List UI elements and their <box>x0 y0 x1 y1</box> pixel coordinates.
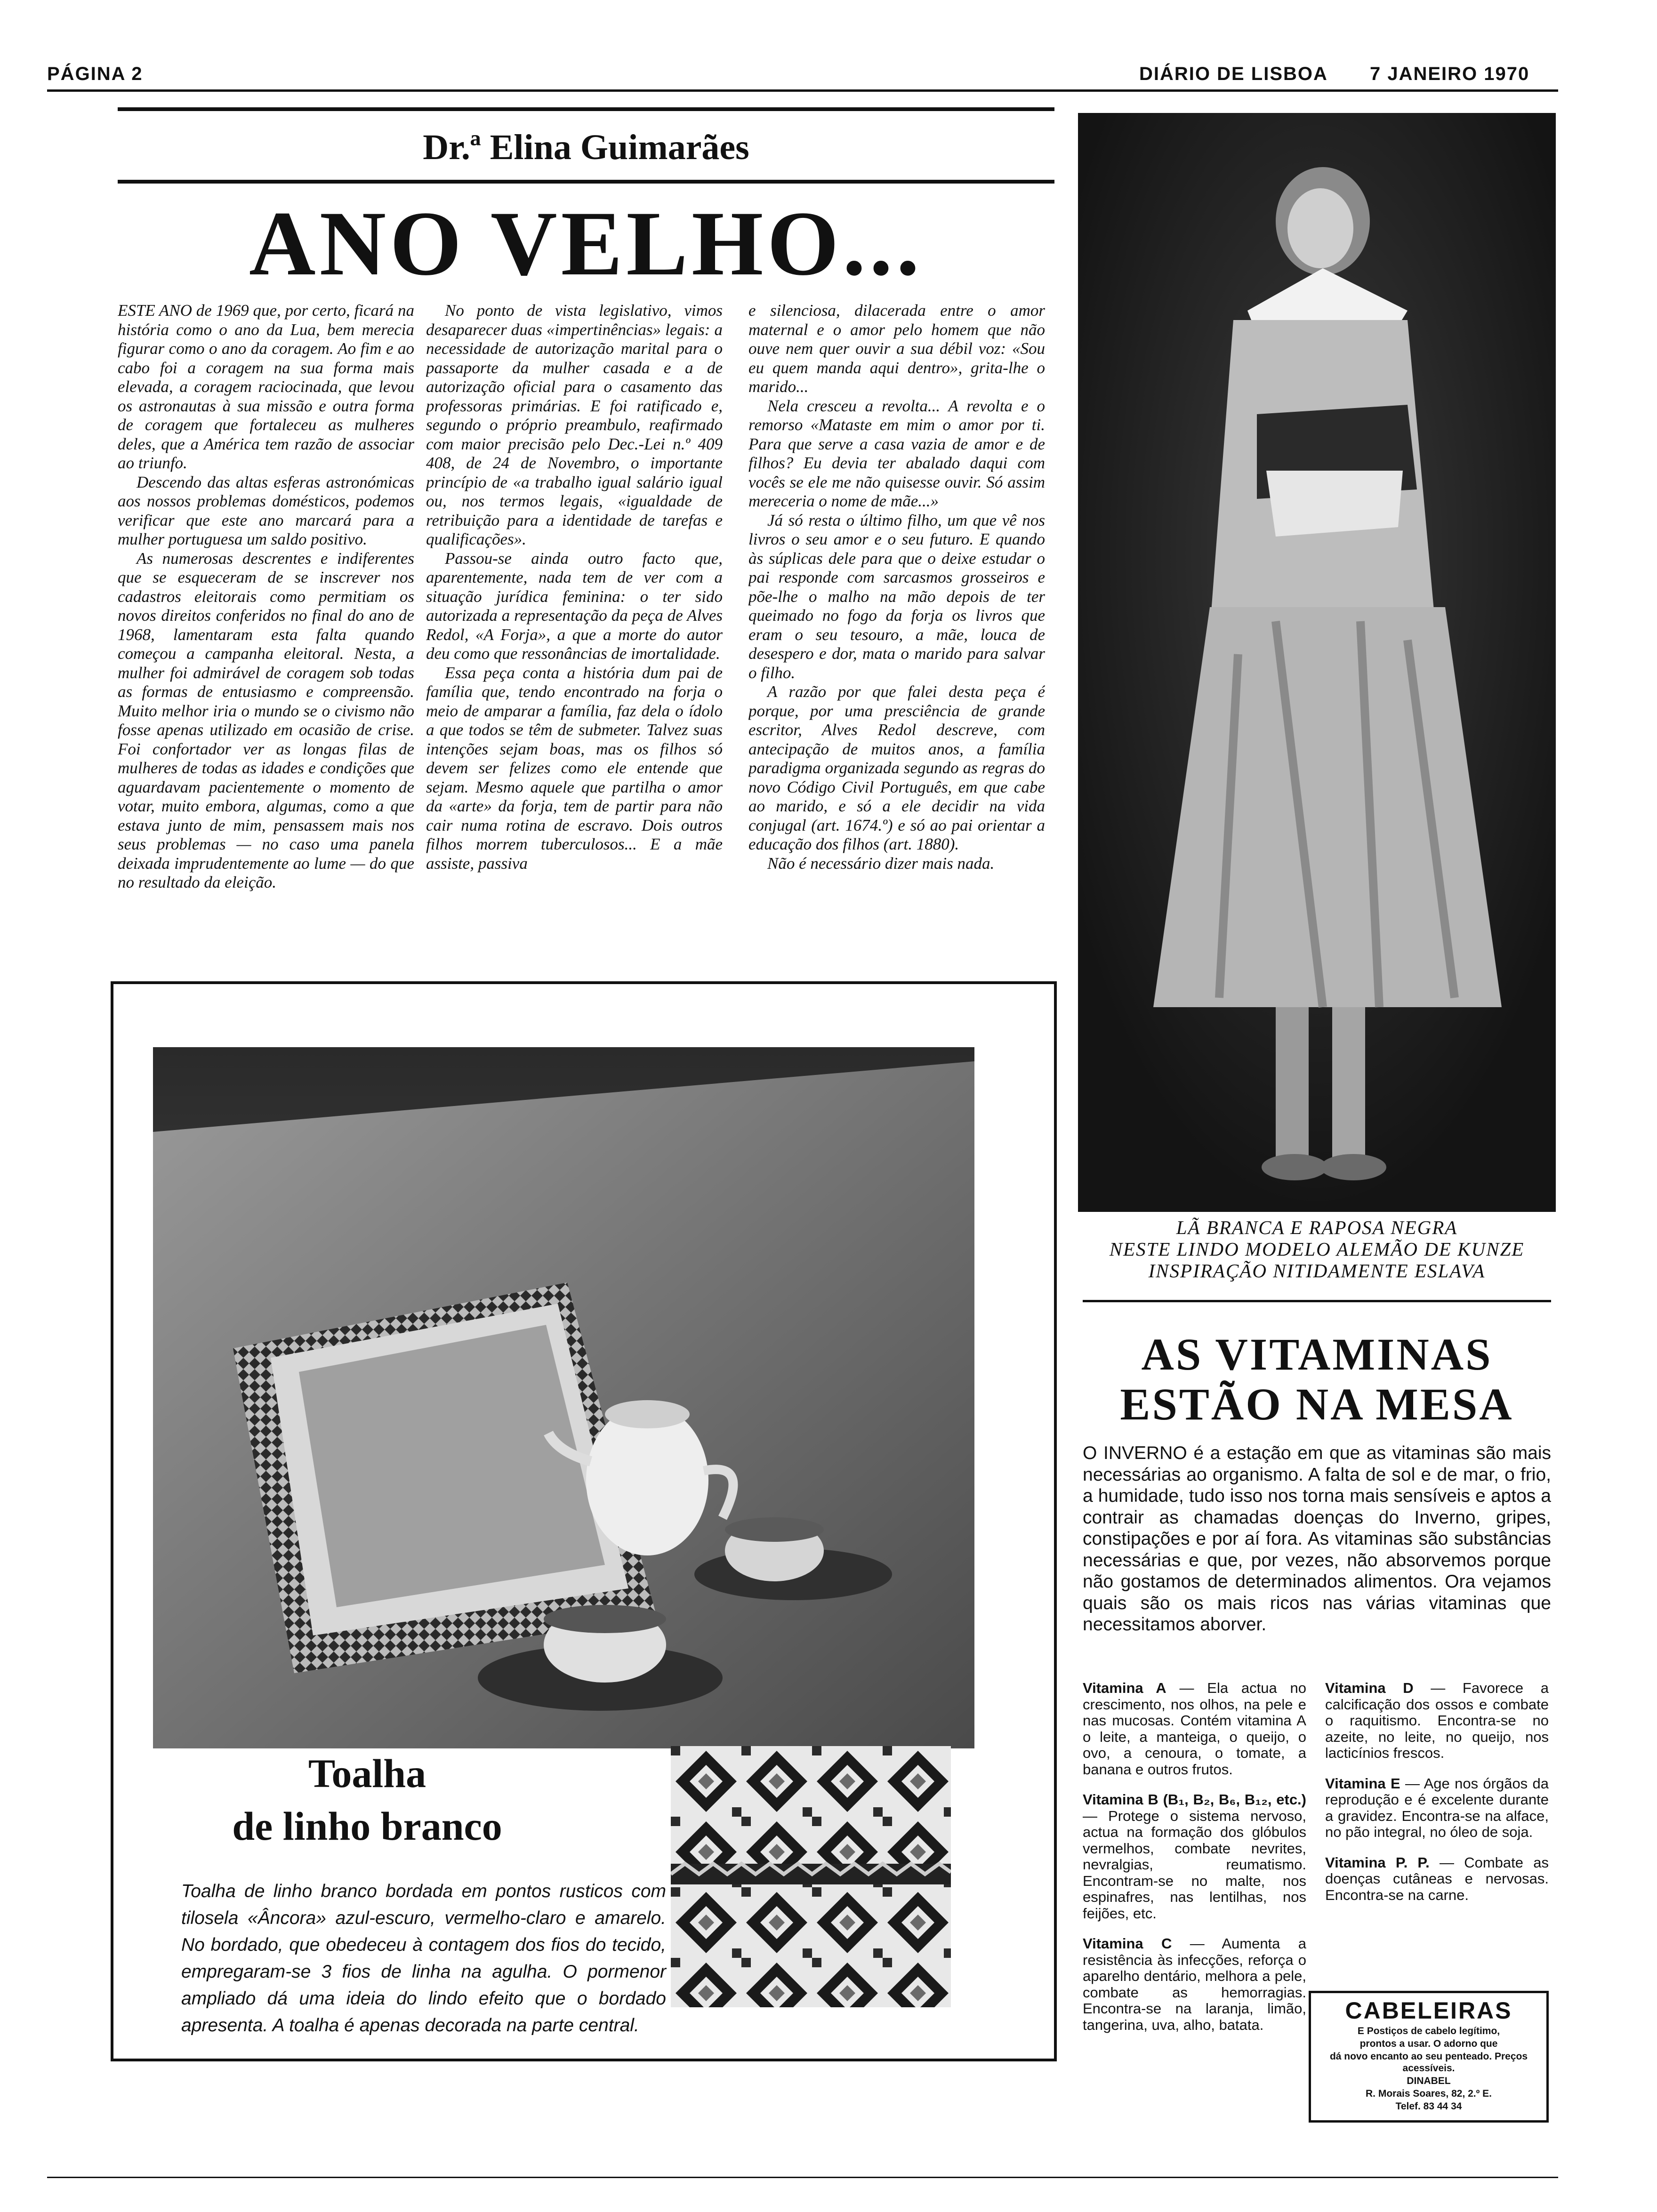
toalha-title <box>202 1747 532 1852</box>
ad-line: E Postiços de cabelo legítimo, <box>1357 2026 1500 2036</box>
vitamin-entry <box>1325 1680 1549 1762</box>
article-column-2 <box>426 301 723 960</box>
ad-title: CABELEIRAS <box>1345 1997 1512 2024</box>
ad-line: dá novo encanto ao seu penteado. Preços acessíveis. <box>1329 2051 1528 2074</box>
vitamin-text: — Combate as doenças cutâneas e nervosas. Encontra-se na carne. <box>1325 1854 1549 1903</box>
newspaper-name: DIÁRIO DE LISBOA <box>1139 64 1328 84</box>
vitamin-entry <box>1325 1855 1549 1904</box>
page-number: PÁGINA 2 <box>47 64 143 84</box>
article-paragraph: Passou-se ainda outro facto que, aparentemente, nada tem de ver com a situação jurídica feminina: o ter sido autorizada a representação da peça de Alves Redol, «A Forja», a que a morte do autor deu como que ressonâncias de imortalidade. <box>426 549 723 663</box>
article-byline: Dr.ª Elina Guimarães <box>423 128 749 167</box>
toalha-description: Toalha de linho branco bordada em pontos rusticos com tilosela «Âncora» azul-escuro, vermelho-claro e amarelo. No bordado, que obedeceu à contagem dos fios do tecido, empregaram-se 3 fios de linha na agulha. O pormenor ampliado dá uma ideia do lindo efeito que o bordado apresenta. A toalha é apenas decorada na parte central. <box>181 1881 666 2036</box>
article-paragraph: Já só resta o último filho, um que vê nos livros o seu amor e o seu futuro. E quando às súplicas dele para que o deixe estudar o pai responde com sarcasmos grosseiros e põe-lhe o malho na mão depois de ter queimado no fogo da forja os livros que eram o seu tesouro, a mãe, louca de desespero e dor, mata o marido para salvar o filho. <box>748 511 1045 682</box>
article-paragraph: A razão por que falei desta peça é porque, por uma presciência de grande escritor, Alves Redol descreve, com antecipação de muitos anos, a família paradigma organizada segundo as regras do novo Código Civil Português, em que cabe ao marido, e só a ele decidir na vida conjugal (art. 1674.º) e só ao pai orientar a educação dos filhos (art. 1880). <box>748 682 1045 853</box>
vitamins-title-line: AS VITAMINAS <box>1141 1329 1493 1379</box>
tablecloth-scene <box>153 1047 974 1748</box>
header-rule <box>47 89 1558 92</box>
cabeleiras-ad <box>1309 1991 1549 2123</box>
vitamins-title-line: ESTÃO NA MESA <box>1120 1379 1514 1429</box>
article-paragraph: As numerosas descrentes e indiferentes que se esqueceram de se inscrever nos cadastros eleitorais como permitiam os novos direitos conferidos no final do ano de 1968, lamentaram esta falta quando começou a campanha eleitoral. Nesta, a mulher foi admirável de coragem sob todas as formas de entusiasmo e compreensão. Muito melhor iria o mundo se o civismo não fosse apenas utilizado em ocasião de crise. Foi confortador ver as longas filas de mulheres de todas as idades e condições que aguardavam pacientemente o momento de votar, muito embora, algumas, como a que estava junto de mim, pensassem mais nos seus problemas — no caso uma panela deixada imprudentemente ao lume — do que no resultado da eleição. <box>118 549 414 891</box>
vitamin-name: Vitamina B (B₁, B₂, B₆, B₁₂, etc.) <box>1083 1791 1306 1808</box>
article-paragraph: Descendo das altas esferas astronómicas aos nossos problemas domésticos, podemos verificar que este ano marcará para a mulher portuguesa um saldo positivo. <box>118 473 414 548</box>
footer-rule <box>47 2177 1558 2178</box>
vitamin-name: Vitamina A <box>1083 1680 1166 1696</box>
ad-line: Telef. 83 44 34 <box>1395 2101 1462 2112</box>
vitamin-name: Vitamina E <box>1325 1775 1400 1792</box>
issue-date: 7 JANEIRO 1970 <box>1370 64 1530 84</box>
vitamins-column-left <box>1083 1680 1306 2047</box>
vitamin-text: — Protege o sistema nervoso, actua na formação dos glóbulos vermelhos, combate nevrites, nevralgias, reumatismo. Encontram-se no malte, nos espinafres, nas lentilhas, nos feijões, etc. <box>1083 1807 1306 1922</box>
article-paragraph: ESTE ANO de 1969 que, por certo, ficará na história como o ano da Lua, bem merecia figurar como o ano da coragem. Ao fim e ao cabo foi a coragem na sua forma mais elevada, a coragem raciocinada, que levou os astronautas à sua missão e outra forma de coragem que fortaleceu as mulheres deles, que a América tem razão de associar ao triunfo. <box>118 301 414 472</box>
vitamins-column-right <box>1325 1680 1549 1917</box>
article-paragraph: No ponto de vista legislativo, vimos desaparecer duas «impertinências» legais: a necessidade de autorização marital para o passaporte da mulher casada e a de autorização oficial para o casamento das professoras primárias. E foi ratificado e, segundo o próprio preambulo, reafirmado com maior precisão pelo Dec.-Lei n.º 409 408, de 24 de Novembro, o importante princípio de «a trabalho igual salário igual ou, nos termos legais, «igualdade de retribuição para a identidade de tarefas e qualificações». <box>426 301 723 548</box>
vitamin-text: — Age nos órgãos da reprodução e é excelente durante a gravidez. Encontra-se na alface, no pão integral, no óleo de soja. <box>1325 1775 1549 1840</box>
ad-line: prontos a usar. O adorno que <box>1359 2038 1498 2049</box>
vitamins-title <box>1083 1330 1551 1429</box>
caption-line: NESTE LINDO MODELO ALEMÃO DE KUNZE <box>1109 1238 1525 1260</box>
article-title: ANO VELHO... <box>249 192 923 295</box>
article-paragraph: e silenciosa, dilacerada entre o amor maternal e o amor pelo homem que não ouve nem quer ouvir a sua débil voz: «Sou eu quem manda aqui dentro», grita-lhe o marido... <box>748 301 1045 396</box>
vitamin-entry <box>1083 1680 1306 1778</box>
vitamin-entry <box>1325 1776 1549 1841</box>
vitamin-name: Vitamina P. P. <box>1325 1854 1430 1871</box>
vitamin-text: — Favorece a calcificação dos ossos e combate o raquitismo. Encontra-se no azeite, no leite, no queijo, nos lacticínios frescos. <box>1325 1680 1549 1761</box>
byline-rule-bottom <box>118 180 1054 184</box>
fashion-caption <box>1078 1217 1556 1282</box>
vitamin-entry <box>1083 1792 1306 1922</box>
ad-line: DINABEL <box>1407 2076 1451 2086</box>
article-column-1 <box>118 301 414 960</box>
article-paragraph: Não é necessário dizer mais nada. <box>767 854 995 873</box>
vitamins-intro: O INVERNO é a estação em que as vitaminas são mais necessárias ao organismo. A falta de sol e de mar, o frio, a humidade, tudo isso nos torna mais sensíveis e aptos a contrair as chamadas doenças do Inverno, gripes, constipações e por aí fora. As vitaminas são substâncias necessárias e que, por vezes, não absorvemos porque não gostamos de determinados alimentos. Ora vejamos quais são os mais ricos nas várias vitaminas que necessitamos aborver. <box>1083 1443 1551 1635</box>
vitamin-text: — Aumenta a resistência às infecções, reforça o aparelho dentário, melhora a pele, combate as hemorragias. Encontra-se na laranja, limão, tangerina, uva, alho, batata. <box>1083 1935 1306 2033</box>
embroidery-detail-photo <box>671 1746 951 2007</box>
fashion-model-figure <box>1078 113 1556 1212</box>
ad-line: R. Morais Soares, 82, 2.º E. <box>1366 2088 1492 2099</box>
vitamins-rule <box>1083 1300 1551 1302</box>
embroidery-pattern <box>671 1746 951 2007</box>
byline-rule-top <box>118 107 1054 111</box>
article-paragraph: Nela cresceu a revolta... A revolta e o remorso «Mataste em mim o amor por ti. Para que serve a casa vazia de amor e de filhos? Eu devia ter abalado daqui com vocês se ele me não quisesse ouvir. Só assim mereceria o nome de mãe...» <box>748 396 1045 510</box>
vitamin-entry <box>1083 1936 1306 2033</box>
vitamin-text: — Ela actua no crescimento, nos olhos, na pele e nas mucosas. Contém vitamina A o leite, a manteiga, o queijo, o ovo, a cenoura, o tomate, a banana e outros frutos. <box>1083 1680 1306 1778</box>
toalha-title-line: Toalha <box>308 1751 426 1796</box>
tablecloth-photo <box>153 1047 974 1748</box>
vitamin-name: Vitamina C <box>1083 1935 1172 1952</box>
toalha-title-line: de linho branco <box>232 1803 502 1849</box>
article-column-3 <box>748 301 1045 960</box>
caption-line: LÃ BRANCA E RAPOSA NEGRA <box>1176 1217 1458 1238</box>
caption-line: INSPIRAÇÃO NITIDAMENTE ESLAVA <box>1148 1260 1486 1282</box>
fashion-photo <box>1078 113 1556 1212</box>
article-paragraph: Essa peça conta a história dum pai de família que, tendo encontrado na forja o meio de amparar a família, faz dela o ídolo a que todos se têm de submeter. Talvez suas intenções sejam boas, mas os filhos só devem ser felizes como ele entende que sejam. Mesmo aquele que partilha o amor da «arte» da forja, tem de partir para não cair numa rotina de escravo. Dois outros filhos morrem tuberculosos... E a mãe assiste, passiva <box>426 663 723 873</box>
vitamin-name: Vitamina D <box>1325 1680 1414 1696</box>
